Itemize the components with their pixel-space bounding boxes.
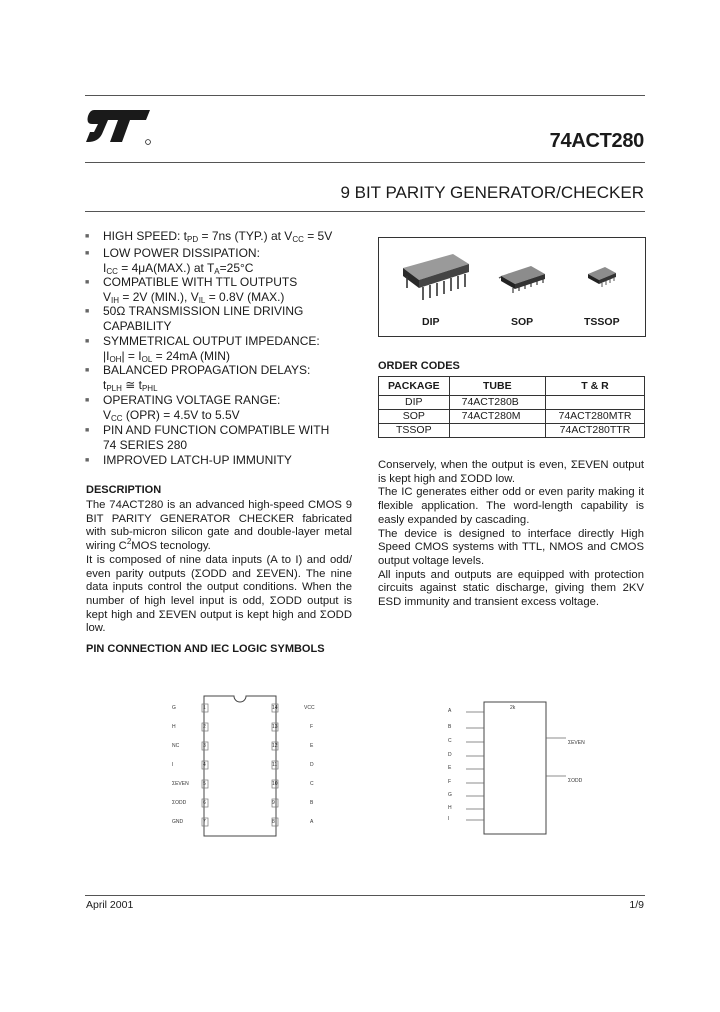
iec-input-label: A (448, 708, 452, 714)
st-logo (86, 106, 154, 148)
feature-item: ■ OPERATING VOLTAGE RANGE: $V_{CC}$ (OPR) = 4.5V to 5.5V (85, 393, 281, 423)
table-cell: 74ACT280MTR (545, 410, 644, 424)
iec-input-label: F (448, 779, 452, 785)
description-paragraph: Conservely, when the output is even, ΣEVEN output is kept high and ΣODD low. (378, 459, 644, 485)
pin-number: 14 (272, 705, 278, 711)
part-number: 74ACT280 (549, 130, 644, 152)
description-paragraph: The device is designed to interface directly High Speed CMOS systems with TTL, NMOS and CMOS output voltage levels. (378, 527, 644, 567)
table-header: PACKAGE (379, 377, 450, 396)
feature-item: ■ IMPROVED LATCH-UP IMMUNITY (85, 453, 292, 467)
pin-number: 2 (203, 724, 206, 730)
description-paragraph: The IC generates either odd or even parity making it flexible application. The word-length capability is easly expanded by cascading. (378, 486, 644, 526)
pin-label: E (310, 743, 314, 749)
bullet-icon: ■ (85, 279, 90, 286)
pin-number: 4 (203, 762, 206, 768)
package-label-dip: DIP (422, 316, 440, 328)
table-header: T & R (545, 377, 644, 396)
pin-label: C (310, 781, 314, 787)
iec-input-label: B (448, 724, 452, 730)
description-paragraph: The 74ACT280 is an advanced high-speed CMOS 9 BIT PARITY GENERATOR CHECKER fabricated with sub-micron silicon gate and double-layer metal wiring $C^2MOS$ tecnology. (86, 499, 352, 553)
iec-input-label: I (448, 816, 450, 822)
pin-connection-diagram (168, 694, 338, 844)
pin-label: ΣODD (172, 800, 187, 806)
feature-item: ■ HIGH SPEED: $t_{PD} = 7ns$ (TYP.) at $V_{CC} = 5V$ (85, 229, 333, 244)
pin-number: 11 (272, 762, 278, 768)
pin-label: H (172, 724, 176, 730)
bullet-icon: ■ (85, 397, 90, 404)
bullet-icon: ■ (85, 233, 90, 240)
pin-number: 6 (203, 800, 206, 806)
tssop-package-image (585, 264, 619, 290)
package-label-tssop: TSSOP (584, 316, 620, 328)
pin-number: 9 (272, 800, 275, 806)
iec-input-label: E (448, 765, 452, 771)
package-images-box (378, 237, 646, 337)
description-left-column (86, 499, 352, 636)
bullet-icon: ■ (85, 308, 90, 315)
pin-number: 8 (272, 819, 275, 825)
table-row (379, 396, 645, 410)
pin-number: 5 (203, 781, 206, 787)
pin-label: D (310, 762, 314, 768)
bullet-icon: ■ (85, 250, 90, 257)
pin-label: G (172, 705, 176, 711)
pin-label: I (172, 762, 174, 768)
top-rule (85, 95, 645, 96)
iec-output-label: ΣODD (568, 778, 583, 784)
iec-input-label: C (448, 738, 452, 744)
bullet-icon: ■ (85, 367, 90, 374)
pin-label: F (310, 724, 314, 730)
table-cell (545, 396, 644, 410)
pin-label: ΣEVEN (172, 781, 189, 787)
pin-number: 12 (272, 743, 278, 749)
sop-package-image (497, 262, 549, 296)
table-cell: DIP (379, 396, 450, 410)
feature-item: ■ COMPATIBLE WITH TTL OUTPUTS $V_{IH} = 2V$ (MIN.), $V_{IL} = 0.8V$ (MAX.) (85, 275, 298, 305)
order-codes-table (378, 376, 645, 438)
pin-number: 1 (203, 705, 206, 711)
description-right-column (378, 459, 644, 610)
table-cell (449, 424, 545, 438)
pin-label: VCC (304, 705, 315, 711)
feature-item: ■ SYMMETRICAL OUTPUT IMPEDANCE: $|I_{OH}| = I_{OL} = 24mA$ (MIN) (85, 334, 320, 364)
feature-item: ■ LOW POWER DISSIPATION: $I_{CC} = 4\mu A(MAX.)$ at $T_A=25^\circ C$ (85, 246, 260, 276)
package-label-sop: SOP (511, 316, 534, 328)
document-subtitle: 9 BIT PARITY GENERATOR/CHECKER (340, 183, 644, 202)
pin-number: 13 (272, 724, 278, 730)
bullet-icon: ■ (85, 457, 90, 464)
table-cell: SOP (379, 410, 450, 424)
feature-item: ■ 50Ω TRANSMISSION LINE DRIVING CAPABILITY (85, 304, 304, 333)
table-row (379, 424, 645, 438)
table-cell: 74ACT280M (449, 410, 545, 424)
iec-logic-symbol (440, 696, 600, 856)
pin-label: GND (172, 819, 184, 825)
table-header-row (379, 377, 645, 396)
description-paragraph: It is composed of nine data inputs (A to I) and odd/ even parity outputs (ΣODD and ΣEVEN). The nine data inputs control the output conditions. When the number of high level input is odd, ΣODD output is kept high and ΣEVEN output is kept high and ΣODD low. (86, 553, 352, 635)
table-header: TUBE (449, 377, 545, 396)
description-title: DESCRIPTION (86, 484, 162, 496)
footer-date: April 2001 (86, 899, 134, 911)
pin-label: B (310, 800, 314, 806)
pin-number: 10 (272, 781, 278, 787)
page-number: 1/9 (629, 899, 644, 911)
bullet-icon: ■ (85, 338, 90, 345)
pin-number: 3 (203, 743, 206, 749)
table-row (379, 410, 645, 424)
pin-label: NC (172, 743, 180, 749)
feature-item: ■ PIN AND FUNCTION COMPATIBLE WITH 74 SERIES 280 (85, 423, 330, 452)
iec-input-label: H (448, 805, 452, 811)
subtitle-rule (85, 211, 645, 212)
description-paragraph: All inputs and outputs are equipped with protection circuits against static discharge, giving them 2KV ESD immunity and transient excess voltage. (378, 568, 644, 609)
feature-item: ■ BALANCED PROPAGATION DELAYS: $t_{PLH}$ ≅ $t_{PHL}$ (85, 363, 311, 393)
iec-output-label: ΣEVEN (568, 740, 585, 746)
iec-function-label: 2k (510, 705, 516, 711)
table-cell: TSSOP (379, 424, 450, 438)
pin-section-title: PIN CONNECTION AND IEC LOGIC SYMBOLS (86, 643, 325, 655)
table-cell: 74ACT280TTR (545, 424, 644, 438)
iec-input-label: G (448, 792, 452, 798)
footer-rule (85, 895, 645, 896)
header-rule (85, 162, 645, 163)
dip-package-image (399, 250, 473, 304)
bullet-icon: ■ (85, 427, 90, 434)
pin-label: A (310, 819, 314, 825)
order-codes-title: ORDER CODES (378, 360, 460, 372)
table-cell: 74ACT280B (449, 396, 545, 410)
pin-number: 7 (203, 819, 206, 825)
iec-input-label: D (448, 752, 452, 758)
